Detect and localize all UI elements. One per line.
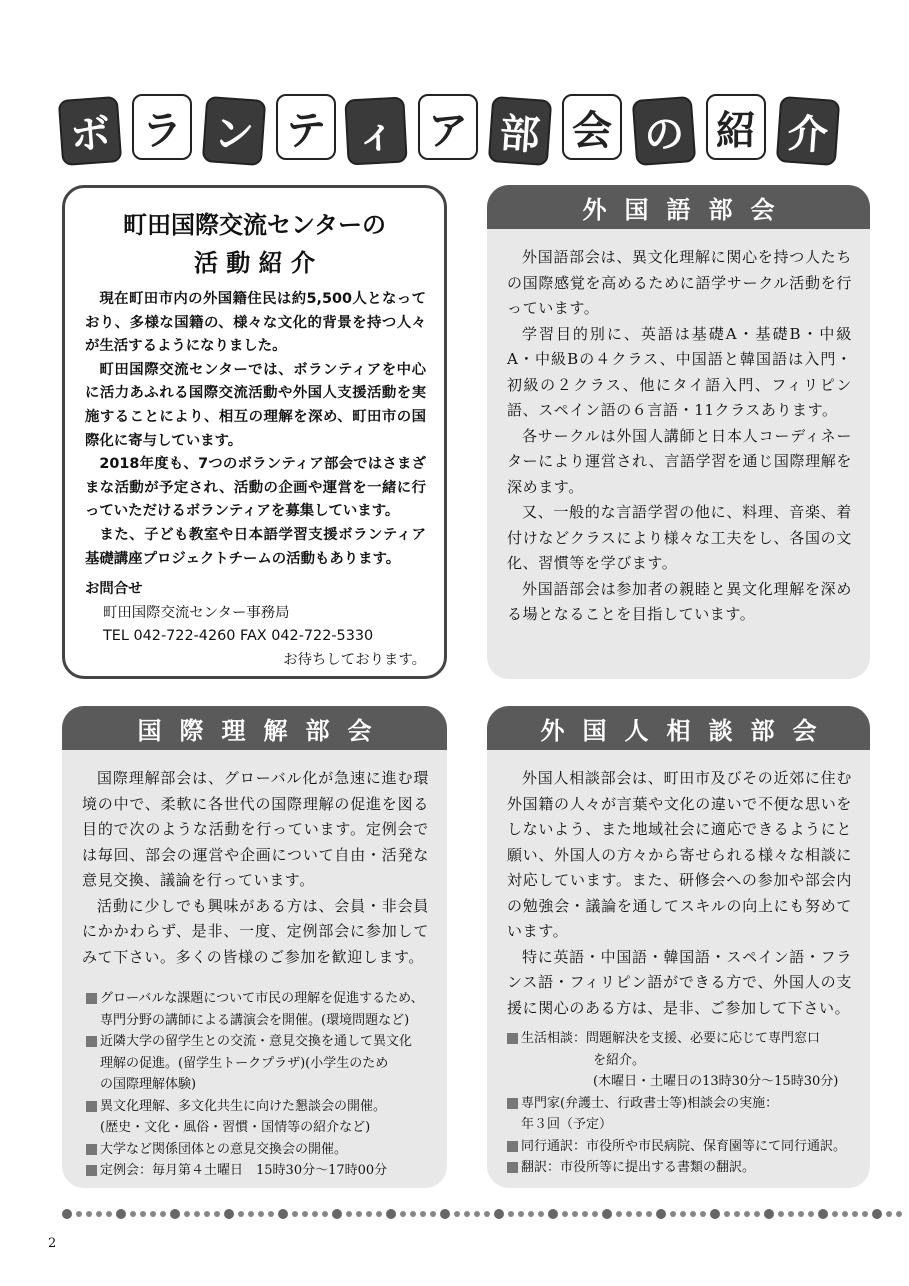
list-item: 大学など関係団体との意見交換会の開催。 — [86, 1139, 437, 1161]
paragraph: 活動に少しでも興味がある方は、会員・非会員にかかわらず、是非、一度、定例部会に参加してみて下さい。多くの皆様のご参加を歓迎します。 — [82, 896, 429, 966]
decorative-dot — [494, 1209, 504, 1219]
paragraph: 町田国際交流センターでは、ボランティアを中心に活力あふれる国際交流活動や外国人支援活動を実施することにより、相互の理解を深め、町田市の国際化に寄与しています。 — [85, 361, 426, 449]
decorative-dot — [214, 1211, 220, 1217]
decorative-dot — [548, 1209, 558, 1219]
list-item: 生活相談：問題解決を支援、必要に応じて専門窓口 — [507, 1028, 862, 1050]
page-title — [60, 92, 860, 172]
title-char: ン — [202, 96, 266, 166]
decorative-dot — [734, 1211, 740, 1217]
decorative-dot — [710, 1209, 720, 1219]
decorative-dot — [852, 1211, 858, 1217]
decorative-dot — [400, 1211, 406, 1217]
decorative-dot — [862, 1211, 868, 1217]
list-item-cont: を紹介。 — [593, 1052, 646, 1068]
decorative-dot — [744, 1211, 750, 1217]
decorative-dot — [562, 1211, 568, 1217]
decorative-dot — [248, 1211, 254, 1217]
decorative-dot — [332, 1209, 342, 1219]
decorative-dot — [194, 1211, 200, 1217]
decorative-dot — [62, 1209, 72, 1219]
intl-understanding-box — [62, 706, 447, 1188]
list-item-cont: の国際理解体験) — [100, 1077, 197, 1092]
decorative-dot — [872, 1209, 882, 1219]
decorative-dot — [464, 1211, 470, 1217]
decorative-dot — [366, 1211, 372, 1217]
decorative-dot — [116, 1209, 126, 1219]
decorative-dot — [656, 1209, 666, 1219]
decorative-dot — [518, 1211, 524, 1217]
title-char: 部 — [488, 96, 552, 166]
decorative-dot — [842, 1211, 848, 1217]
decorative-dot — [474, 1211, 480, 1217]
decorative-dot — [170, 1209, 180, 1219]
list-item-cont: (歴史・文化・風俗・習慣・国情等の紹介など) — [100, 1120, 371, 1135]
paragraph: 特に英語・中国語・韓国語・スペイン語・フランス語・フィリピン語ができる方で、外国人の支援に関心のある方は、是非、ご参加して下さい。 — [507, 947, 852, 1017]
decorative-dot — [582, 1211, 588, 1217]
decorative-dot — [670, 1211, 676, 1217]
list-item: 同行通訳：市役所や市民病院、保育園等にて同行通訳。 — [507, 1136, 862, 1158]
decorative-dot — [312, 1211, 318, 1217]
paragraph: 外国語部会は参加者の親睦と異文化理解を深める場となることを目指しています。 — [507, 579, 852, 623]
decorative-dot — [886, 1211, 892, 1217]
decorative-dot — [700, 1211, 706, 1217]
center-intro-text — [85, 288, 426, 571]
list-item-cont: 専門分野の講師による講演会を開催。(環境問題など) — [100, 1012, 410, 1028]
decorative-dot — [302, 1211, 308, 1217]
paragraph: 学習目的別に、英語は基礎A・基礎B・中級A・中級Bの４クラス、中国語と韓国語は入門・初級の２クラス、他にタイ語入門、フィリピン語、スペイン語の６言語・11クラスあります。 — [507, 324, 852, 419]
section-body — [507, 766, 852, 1021]
decorative-dot — [680, 1211, 686, 1217]
decorative-dot — [764, 1209, 774, 1219]
decorative-dot — [430, 1211, 436, 1217]
paragraph: 各サークルは外国人講師と日本人コーディネーターにより運営され、言語学習を通じ国際理解を深めます。 — [507, 426, 852, 496]
title-char: ボ — [58, 96, 122, 166]
decorative-dot — [322, 1211, 328, 1217]
contact-label: お問合せ — [85, 581, 143, 597]
contact-closing: お待ちしております。 — [283, 651, 426, 668]
decorative-dot — [420, 1211, 426, 1217]
decorative-dot — [292, 1211, 298, 1217]
contact-office: 町田国際交流センター事務局 — [103, 604, 290, 621]
decorative-dot — [592, 1211, 598, 1217]
decorative-dot — [106, 1211, 112, 1217]
list-item: 異文化理解、多文化共生に向けた懇談会の開催。 — [86, 1096, 437, 1118]
decorative-dot — [258, 1211, 264, 1217]
decorative-dot — [788, 1211, 794, 1217]
title-char: ア — [418, 94, 478, 160]
contact-block — [85, 578, 426, 672]
section-body — [507, 245, 852, 628]
decorative-dot — [440, 1209, 450, 1219]
paragraph: 国際理解部会は、グローバル化が急速に進む環境の中で、柔軟に各世代の国際理解の促進を図る目的で次のような活動を行っています。定例会では毎回、部会の運営や企画について自由・活発な意見交換、議論を行っています。 — [82, 769, 429, 889]
list-item: 翻訳：市役所等に提出する書類の翻訳。 — [507, 1157, 862, 1179]
decorative-dot — [690, 1211, 696, 1217]
decorative-dot — [818, 1209, 828, 1219]
decorative-dot — [150, 1211, 156, 1217]
activity-list — [86, 988, 437, 1182]
list-item-cont: 理解の促進。(留学生トークプラザ)(小学生のため — [100, 1055, 389, 1071]
paragraph: 外国語部会は、異文化理解に関心を持つ人たちの国際感覚を高めるために語学サークル活動を行っています。 — [507, 248, 852, 317]
decorative-dot — [508, 1211, 514, 1217]
decorative-dot — [76, 1211, 82, 1217]
section-header: 外国人相談部会 — [487, 706, 870, 750]
decorative-dot — [86, 1211, 92, 1217]
list-item: グローバルな課題について市民の理解を促進するため、 — [86, 988, 437, 1010]
list-item: 定例会：毎月第４土曜日 15時30分～17時00分 — [86, 1160, 437, 1182]
title-char: ラ — [132, 94, 192, 160]
decorative-dot — [386, 1209, 396, 1219]
decorative-dot — [268, 1211, 274, 1217]
list-item-cont: (木曜日・土曜日の13時30分～15時30分) — [593, 1074, 839, 1089]
list-item-cont: 年３回（予定） — [521, 1117, 613, 1132]
consultation-box — [487, 706, 870, 1188]
service-list — [507, 1028, 862, 1179]
title-char: 紹 — [706, 94, 766, 160]
decorative-dot — [636, 1211, 642, 1217]
decorative-dot — [646, 1211, 652, 1217]
decorative-dot — [410, 1211, 416, 1217]
decorative-dot — [224, 1209, 234, 1219]
page-number: 2 — [48, 1236, 57, 1251]
decorative-dot — [798, 1211, 804, 1217]
decorative-dot — [724, 1211, 730, 1217]
contact-phone: TEL 042-722-4260 FAX 042-722-5330 — [103, 628, 374, 645]
paragraph: 外国人相談部会は、町田市及びその近郊に住む外国籍の人々が言葉や文化の違いで不便な思いをしないよう、また地域社会に適応できるようにと願い、外国人の方々から寄せられる様々な相談に対応しています。また、研修会への参加や部会内の勉強会・議論を通してスキルの向上にも努めています。 — [507, 769, 852, 940]
paragraph: 又、一般的な言語学習の他に、料理、音楽、着付けなどクラスにより様々な工夫をし、各国の文化、習慣等を学びます。 — [507, 503, 852, 572]
decorative-dot — [572, 1211, 578, 1217]
decorative-dot — [454, 1211, 460, 1217]
center-intro-box — [62, 185, 447, 679]
decorative-dot — [778, 1211, 784, 1217]
decorative-dot — [346, 1211, 352, 1217]
foreign-language-box — [487, 185, 870, 679]
title-char: 会 — [562, 94, 622, 160]
decorative-dot — [896, 1211, 902, 1217]
center-heading-line1: 町田国際交流センターの — [122, 211, 387, 239]
decorative-dot — [130, 1211, 136, 1217]
decorative-dot — [160, 1211, 166, 1217]
decorative-dot — [376, 1211, 382, 1217]
decorative-dot — [140, 1211, 146, 1217]
center-heading-line2: 活 動 紹 介 — [193, 249, 316, 277]
decorative-dot — [538, 1211, 544, 1217]
list-item: 専門家(弁護士、行政書士等)相談会の実施： — [507, 1093, 862, 1115]
list-item: 近隣大学の留学生との交流・意見交換を通して異文化 — [86, 1031, 437, 1053]
decorative-dot — [484, 1211, 490, 1217]
decorative-dot — [626, 1211, 632, 1217]
decorative-dot — [356, 1211, 362, 1217]
paragraph: 2018年度も、7つのボランティア部会ではさまざまな活動が予定され、活動の企画や運営を一緒に行っていただけるボランティアを募集しています。 — [85, 456, 426, 520]
decorative-dot — [808, 1211, 814, 1217]
decorative-dot — [602, 1209, 612, 1219]
decorative-dot — [238, 1211, 244, 1217]
decorative-dot — [184, 1211, 190, 1217]
decorative-dot-border — [62, 1208, 902, 1220]
decorative-dot — [528, 1211, 534, 1217]
section-header: 外国語部会 — [487, 185, 870, 229]
title-char: の — [632, 96, 696, 166]
title-char: テ — [276, 94, 336, 160]
decorative-dot — [204, 1211, 210, 1217]
section-header: 国際理解部会 — [62, 706, 447, 750]
decorative-dot — [616, 1211, 622, 1217]
section-body — [82, 766, 429, 970]
title-char: ィ — [344, 96, 407, 165]
decorative-dot — [832, 1211, 838, 1217]
paragraph: また、子ども教室や日本語学習支援ボランティア基礎講座プロジェクトチームの活動もあります。 — [85, 526, 426, 567]
decorative-dot — [278, 1209, 288, 1219]
paragraph: 現在町田市内の外国籍住民は約5,500人となっており、多様な国籍の、様々な文化的背景を持つ人々が生活するようになりました。 — [85, 291, 426, 355]
title-char: 介 — [776, 96, 840, 166]
decorative-dot — [754, 1211, 760, 1217]
decorative-dot — [96, 1211, 102, 1217]
